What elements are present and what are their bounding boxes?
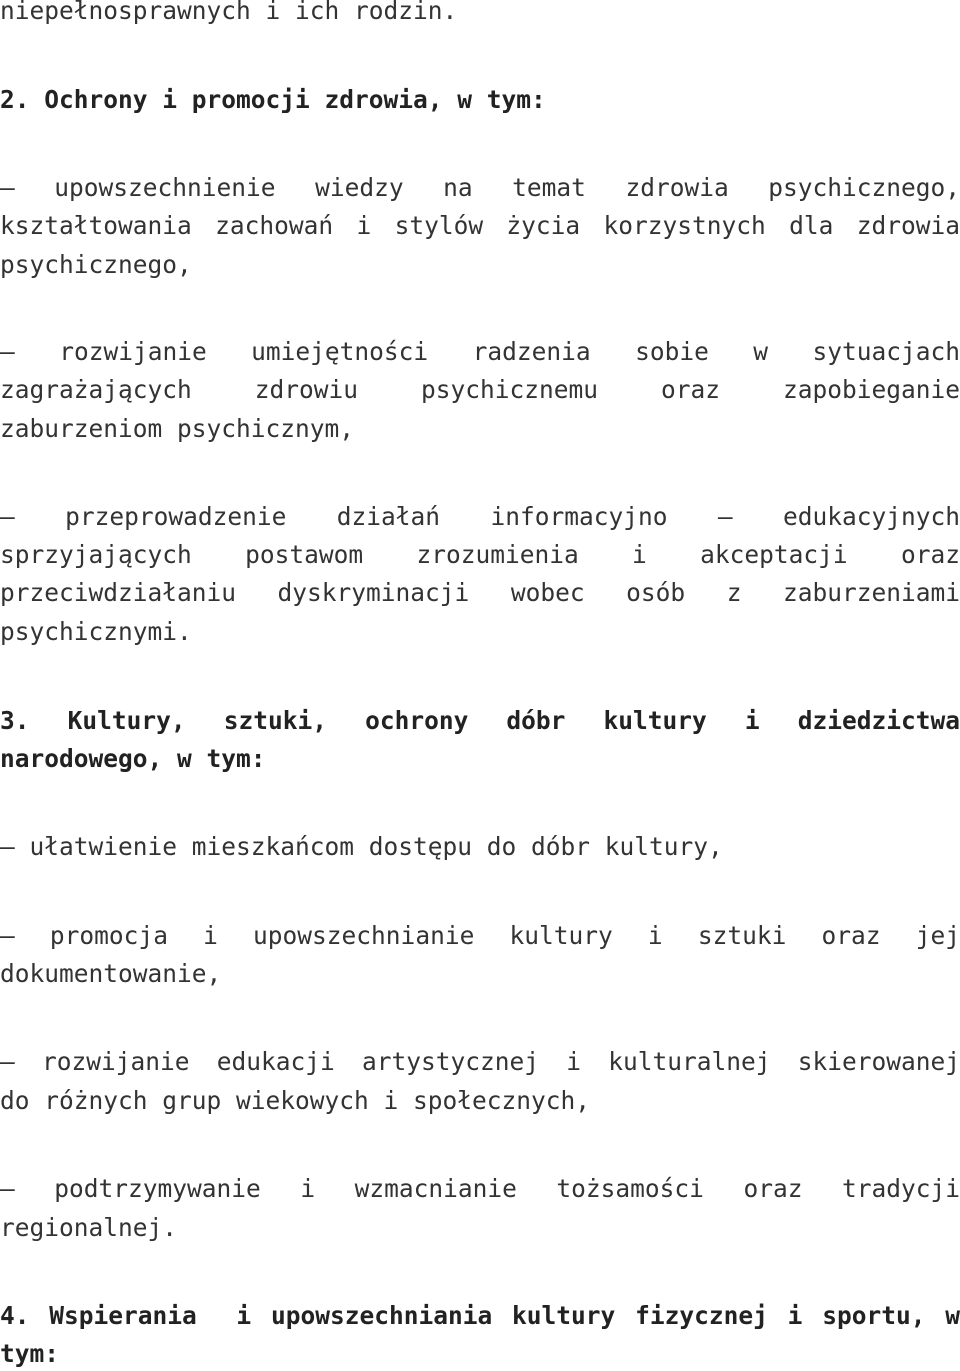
section-2-item-3-line-2: sprzyjających postawom zrozumienia i akceptacji oraz <box>0 540 960 569</box>
section-2-item-1-line-1: – upowszechnienie wiedzy na temat zdrowia psychicznego, <box>0 173 960 202</box>
section-3-item-4-line-2: regionalnej. <box>0 1213 178 1242</box>
section-2-item-2-line-2: zagrażających zdrowiu psychicznemu oraz zapobieganie <box>0 375 960 404</box>
section-2-item-2-line-3: zaburzeniom psychicznym, <box>0 414 355 443</box>
section-2-item-3-line-4: psychicznymi. <box>0 617 192 646</box>
section-2-item-2-line-1: – rozwijanie umiejętności radzenia sobie w sytuacjach <box>0 337 960 366</box>
intro-tail-line: niepełnosprawnych i ich rodzin. <box>0 0 458 25</box>
section-3-heading-line-2: narodowego, w tym: <box>0 744 266 773</box>
section-3-heading-line-1: 3. Kultury, sztuki, ochrony dóbr kultury i dziedzictwa <box>0 706 960 735</box>
section-2-heading: 2. Ochrony i promocji zdrowia, w tym: <box>0 85 546 114</box>
section-2-item-1-line-3: psychicznego, <box>0 250 192 279</box>
section-3-item-4-line-1: – podtrzymywanie i wzmacnianie tożsamości oraz tradycji <box>0 1174 960 1203</box>
section-4-heading-line-2: tym: <box>0 1339 60 1368</box>
section-2-item-1-line-2: kształtowania zachowań i stylów życia korzystnych dla zdrowia <box>0 211 960 240</box>
section-3-item-3-line-1: – rozwijanie edukacji artystycznej i kulturalnej skierowanej <box>0 1047 960 1076</box>
section-4-heading-line-1: 4. Wspierania i upowszechniania kultury fizycznej i sportu, w <box>0 1301 960 1330</box>
section-3-item-2-line-1: – promocja i upowszechnianie kultury i sztuki oraz jej <box>0 921 960 950</box>
section-2-item-3-line-3: przeciwdziałaniu dyskryminacji wobec osób z zaburzeniami <box>0 578 960 607</box>
section-3-item-1-line-1: – ułatwienie mieszkańcom dostępu do dóbr kultury, <box>0 832 723 861</box>
section-2-item-3-line-1: – przeprowadzenie działań informacyjno – edukacyjnych <box>0 502 960 531</box>
section-3-item-2-line-2: dokumentowanie, <box>0 959 222 988</box>
section-3-item-3-line-2: do różnych grup wiekowych i społecznych, <box>0 1086 591 1115</box>
